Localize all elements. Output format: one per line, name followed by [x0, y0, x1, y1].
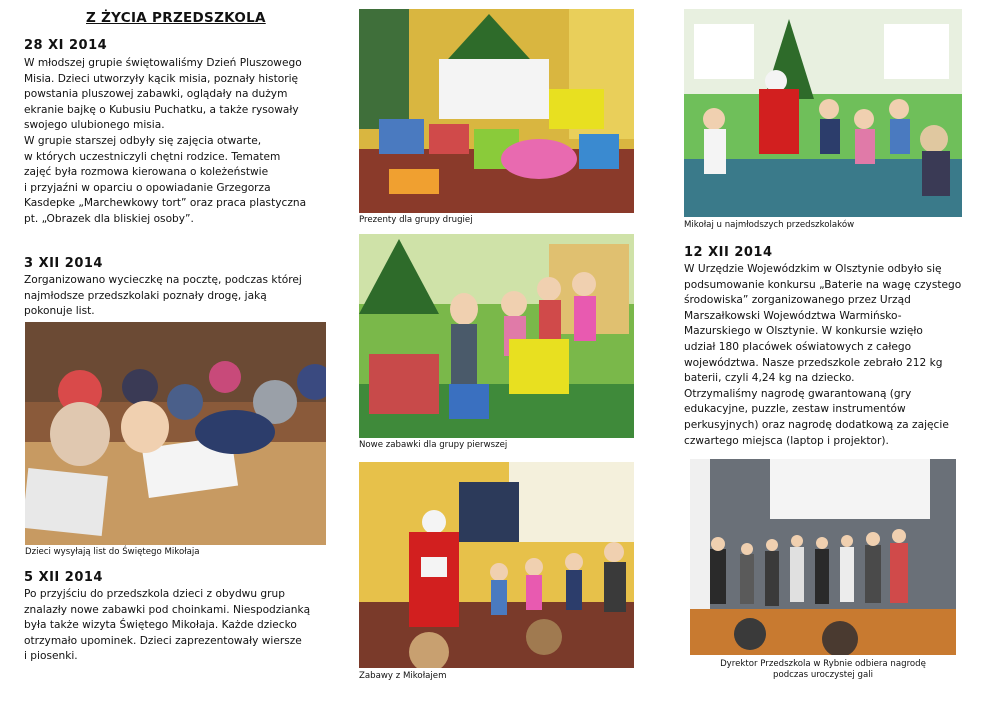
photo-award-ceremony	[690, 459, 956, 655]
section-text-12-xii: W Urzędzie Wojewódzkim w Olsztynie odbyło się podsumowanie konkursu „Baterie na wagę czystego środowiska” zorganizowanego przez Urząd Marszałkowski Województwa Warmińsko- Mazurskiego w Olsztynie. W konkursie wzięło udział 180 placówek oświatowych z całego województwa. Nasze przedszkole zebrało 212 kg baterii, czyli 4,24 kg na dziecko. Otrzymaliśmy nagrodę gwarantowaną (gry edukacyjne, puzzle, zestaw instrumentów perkusyjnych) oraz nagrodę dodatkową za zajęcie czwartego miejsca (laptop i projektor).	[684, 263, 962, 447]
page-title: Z ŻYCIA PRZEDSZKOLA	[86, 10, 266, 26]
section-date-5-xii: 5 XII 2014	[24, 570, 103, 585]
photo-santa-with-youngest	[684, 9, 962, 217]
caption-games-santa: Zabawy z Mikołajem	[359, 671, 447, 681]
section-date-28-xi: 28 XI 2014	[24, 38, 108, 53]
caption-santa-youngest: Mikołaj u najmłodszych przedszkolaków	[684, 220, 855, 230]
section-date-12-xii: 12 XII 2014	[684, 245, 773, 260]
caption-award: Dyrektor Przedszkola w Rybnie odbiera nagrodę podczas uroczystej gali	[720, 659, 926, 680]
caption-gifts-second: Prezenty dla grupy drugiej	[359, 215, 473, 225]
section-text-28-xi: W młodszej grupie świętowaliśmy Dzień Pluszowego Misia. Dzieci utworzyły kącik misia, poznały historię powstania pluszowej zabawki, oglądały na dużym ekranie bajkę o Kubusiu Puchatku, a także rysowały swojego ulubionego misia. W grupie starszej odbyły się zajęcia otwarte, w których uczestniczyli chętni rodzice. Tematem zajęć była rozmowa kierowana o koleżeństwie i przyjaźni w oparciu o opowiadanie Grzegorza Kasdepke „Marchewkowy tort” oraz praca plastyczna pt. „Obrazek dla bliskiej osoby”.	[24, 57, 307, 225]
section-text-3-xii: Zorganizowano wycieczkę na pocztę, podczas której najmłodsze przedszkolaki poznały drogę, jaką pokonuje list.	[24, 274, 302, 318]
caption-letter: Dzieci wysyłają list do Świętego Mikołaja	[25, 547, 200, 557]
section-date-3-xii: 3 XII 2014	[24, 256, 103, 271]
photo-new-toys-first-group	[359, 234, 634, 438]
photo-children-writing-letter	[25, 322, 326, 545]
caption-toys-first: Nowe zabawki dla grupy pierwszej	[359, 440, 508, 450]
photo-gifts-second-group	[359, 9, 634, 213]
section-text-5-xii: Po przyjściu do przedszkola dzieci z obydwu grup znalazły nowe zabawki pod choinkami. Niespodzianką była także wizyta Świętego Mikołaja. Każde dziecko otrzymało upominek. Dzieci zaprezentowały wiersze i piosenki.	[24, 588, 311, 663]
photo-games-with-santa	[359, 462, 634, 668]
